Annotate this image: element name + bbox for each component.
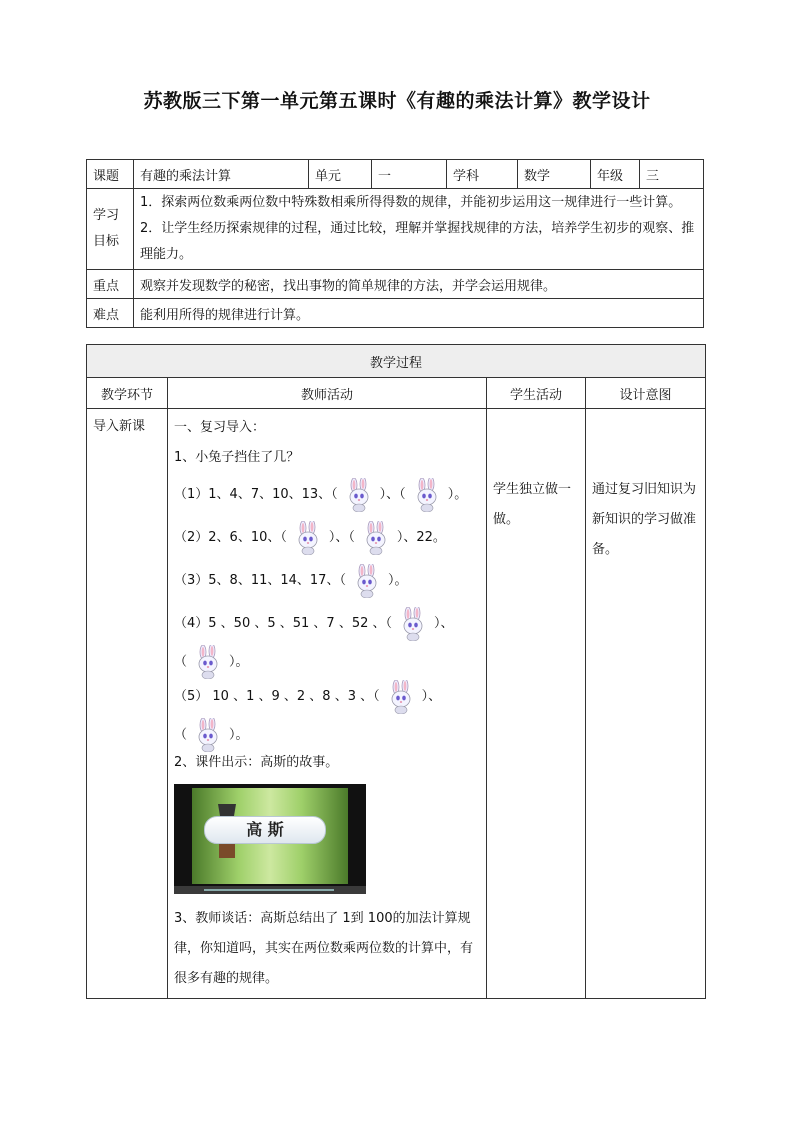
goals-value bbox=[134, 189, 704, 270]
rabbit-icon bbox=[352, 564, 382, 598]
seq5-text-mid: ）、 bbox=[421, 689, 442, 704]
col-stage: 教学环节 bbox=[87, 378, 168, 409]
student-cell: 学生独立做一做。 bbox=[487, 409, 586, 999]
seq4-text-end: ）。 bbox=[229, 654, 249, 670]
video-caption: 高 斯 bbox=[204, 816, 326, 844]
teacher-q3: 3、教师谈话：高斯总结出了 1到 100的加法计算规律，你知道吗，其实在两位数乘两位数的计算中，有很多有趣的规律。 bbox=[174, 911, 474, 986]
page-title: 苏教版三下第一单元第五课时《有趣的乘法计算》教学设计 bbox=[143, 90, 651, 112]
rabbit-icon bbox=[293, 521, 323, 555]
sequence-1 bbox=[174, 473, 480, 516]
subject-value: 数学 bbox=[518, 160, 591, 189]
sequence-4-cont bbox=[174, 645, 480, 675]
rabbit-icon bbox=[193, 718, 223, 752]
unit-label: 单元 bbox=[309, 160, 372, 189]
teacher-q1: 1、小兔子挡住了几？ bbox=[174, 450, 300, 465]
process-header: 教学过程 bbox=[87, 345, 706, 378]
rabbit-icon bbox=[361, 521, 391, 555]
col-intent: 设计意图 bbox=[586, 378, 706, 409]
info-row-topic bbox=[87, 160, 704, 189]
rabbit-icon bbox=[398, 607, 428, 641]
grade-label: 年级 bbox=[591, 160, 640, 189]
stage-cell: 导入新课 bbox=[87, 409, 168, 999]
seq3-text-end: ）。 bbox=[387, 573, 408, 588]
grade-value: 三 bbox=[640, 160, 704, 189]
seq1-text-mid: ）、（ bbox=[379, 487, 406, 502]
sequence-5-cont bbox=[174, 718, 480, 748]
sequence-3 bbox=[174, 559, 480, 602]
teacher-section: 一、复习导入： bbox=[174, 420, 266, 435]
goals-label bbox=[87, 189, 134, 270]
subject-label: 学科 bbox=[447, 160, 518, 189]
rabbit-icon bbox=[344, 478, 374, 512]
info-row-key bbox=[87, 270, 704, 299]
goal-2: 2．让学生经历探索规律的过程，通过比较，理解并掌握找规律的方法，培养学生初步的观察、推理能力。 bbox=[140, 221, 695, 262]
process-table bbox=[86, 344, 706, 999]
sequence-5 bbox=[174, 675, 480, 718]
seq4-text-mid: ）、 bbox=[434, 616, 454, 631]
sequence-4 bbox=[174, 602, 480, 645]
difficult-label: 难点 bbox=[87, 299, 134, 328]
goals-label-line2: 目标 bbox=[93, 234, 120, 249]
goals-label-line1: 学习 bbox=[93, 208, 120, 223]
rabbit-icon bbox=[386, 680, 416, 714]
teacher-q2: 2、课件出示：高斯的故事。 bbox=[174, 755, 339, 770]
seq5-text-end: ）。 bbox=[229, 727, 249, 743]
seq1-text-start: （1）1、4、7、10、13、（ bbox=[174, 487, 338, 502]
seq3-text-start: （3）5、8、11、14、17、（ bbox=[174, 573, 346, 588]
info-row-difficult bbox=[87, 299, 704, 328]
seq2-text-mid: ）、（ bbox=[328, 530, 355, 545]
seq5-text-open: （ bbox=[174, 727, 188, 743]
sequence-2 bbox=[174, 516, 480, 559]
topic-value: 有趣的乘法计算 bbox=[134, 160, 309, 189]
process-row-intro bbox=[87, 409, 706, 999]
topic-label: 课题 bbox=[87, 160, 134, 189]
process-columns-row bbox=[87, 378, 706, 409]
seq4-text-start: （4）5 、50 、5 、51 、7 、52 、（ bbox=[174, 616, 393, 631]
difficult-value: 能利用所得的规律进行计算。 bbox=[134, 299, 704, 328]
rabbit-icon bbox=[193, 645, 223, 679]
video-progress-bar[interactable] bbox=[174, 886, 366, 894]
col-teacher: 教师活动 bbox=[168, 378, 487, 409]
seq2-text-start: （2）2、6、10、（ bbox=[174, 530, 287, 545]
teacher-cell bbox=[168, 409, 487, 999]
process-header-row bbox=[87, 345, 706, 378]
key-label: 重点 bbox=[87, 270, 134, 299]
col-student: 学生活动 bbox=[487, 378, 586, 409]
goal-1: 1．探索两位数乘两位数中特殊数相乘所得得数的规律，并能初步运用这一规律进行一些计算。 bbox=[140, 195, 682, 210]
seq2-text-end: ）、22。 bbox=[396, 530, 446, 545]
seq5-text-start: （5） 10 、1 、9 、2 、8 、3 、（ bbox=[174, 689, 380, 704]
unit-value: 一 bbox=[372, 160, 447, 189]
seq1-text-end: ）。 bbox=[447, 487, 468, 502]
info-row-goals bbox=[87, 189, 704, 270]
rabbit-icon bbox=[412, 478, 442, 512]
gauss-video-frame[interactable] bbox=[174, 784, 366, 894]
info-table bbox=[86, 159, 704, 328]
intent-cell: 通过复习旧知识为新知识的学习做准备。 bbox=[586, 409, 706, 999]
key-value: 观察并发现数学的秘密，找出事物的简单规律的方法，并学会运用规律。 bbox=[134, 270, 704, 299]
seq4-text-open: （ bbox=[174, 654, 188, 670]
